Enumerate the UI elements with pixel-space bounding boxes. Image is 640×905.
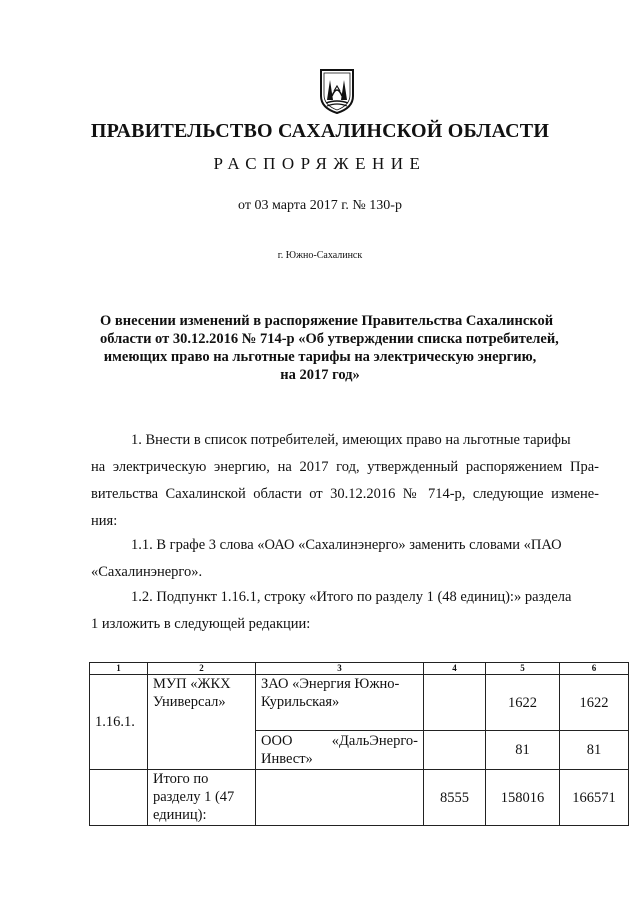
subject-line: О внесении изменений в распоряжение Правительства Сахалинской — [100, 313, 554, 329]
table-cell: МУП «ЖКХ Универсал» — [148, 675, 256, 770]
table-header-row — [90, 663, 629, 675]
table-cell: 1622 — [560, 675, 629, 731]
table-cell — [256, 770, 424, 826]
table-cell — [424, 675, 486, 731]
document-subject — [100, 312, 559, 384]
government-title: ПРАВИТЕЛЬСТВО САХАЛИНСКОЙ ОБЛАСТИ — [90, 120, 550, 142]
table-row — [90, 770, 629, 826]
column-header: 6 — [560, 663, 629, 675]
table-row — [90, 675, 629, 731]
table-cell — [90, 770, 148, 826]
paragraph-line: 1. Внести в список потребителей, имеющих право на льготные тарифы — [131, 432, 571, 448]
table-cell: 158016 — [486, 770, 560, 826]
subject-line: имеющих право на льготные тарифы на электрическую энергию, — [103, 349, 537, 365]
paragraph-line: 1.2. Подпункт 1.16.1, строку «Итого по разделу 1 (48 единиц):» раздела — [131, 589, 572, 605]
table-cell — [424, 731, 486, 770]
paragraph-line: 1 изложить в следующей редакции: — [91, 616, 311, 632]
table-cell: 1622 — [486, 675, 560, 731]
column-header: 1 — [90, 663, 148, 675]
paragraph-1 — [91, 427, 599, 535]
paragraph-1-1 — [91, 532, 599, 586]
column-header: 2 — [148, 663, 256, 675]
paragraph-line: на электрическую энергию, на 2017 год, утвержденный распоряжением Пра- — [91, 459, 599, 475]
paragraph-1-2 — [91, 584, 599, 638]
city: г. Южно-Сахалинск — [277, 250, 363, 261]
column-header: 3 — [256, 663, 424, 675]
table-cell: 1.16.1. — [90, 675, 148, 770]
paragraph-line: 1.1. В графе 3 слова «ОАО «Сахалинэнерго» заменить словами «ПАО — [131, 537, 562, 553]
paragraph-line: вительства Сахалинской области от 30.12.2016 № 714-р, следующие измене- — [91, 486, 599, 502]
table-cell: Итого по разделу 1 (47 единиц): — [148, 770, 256, 826]
paragraph-line: ния: — [91, 513, 118, 529]
column-header: 5 — [486, 663, 560, 675]
consumers-table — [89, 662, 629, 826]
table-cell: ООО «ДальЭнерго-Инвест» — [256, 731, 424, 770]
table-cell: 81 — [560, 731, 629, 770]
paragraph-line: «Сахалинэнерго». — [91, 564, 203, 580]
column-header: 4 — [424, 663, 486, 675]
table-cell: 166571 — [560, 770, 629, 826]
table-cell: ЗАО «Энергия Южно-Курильская» — [256, 675, 424, 731]
subject-line: на 2017 год» — [280, 367, 360, 383]
document-type: РАСПОРЯЖЕНИЕ — [213, 154, 427, 173]
table-cell: 8555 — [424, 770, 486, 826]
sakhalin-coat-of-arms-icon — [318, 66, 356, 114]
subject-line: области от 30.12.2016 № 714-р «Об утверждении списка потребителей, — [100, 331, 559, 347]
table-cell: 81 — [486, 731, 560, 770]
date-and-number: от 03 марта 2017 г. № 130-р — [238, 198, 402, 213]
